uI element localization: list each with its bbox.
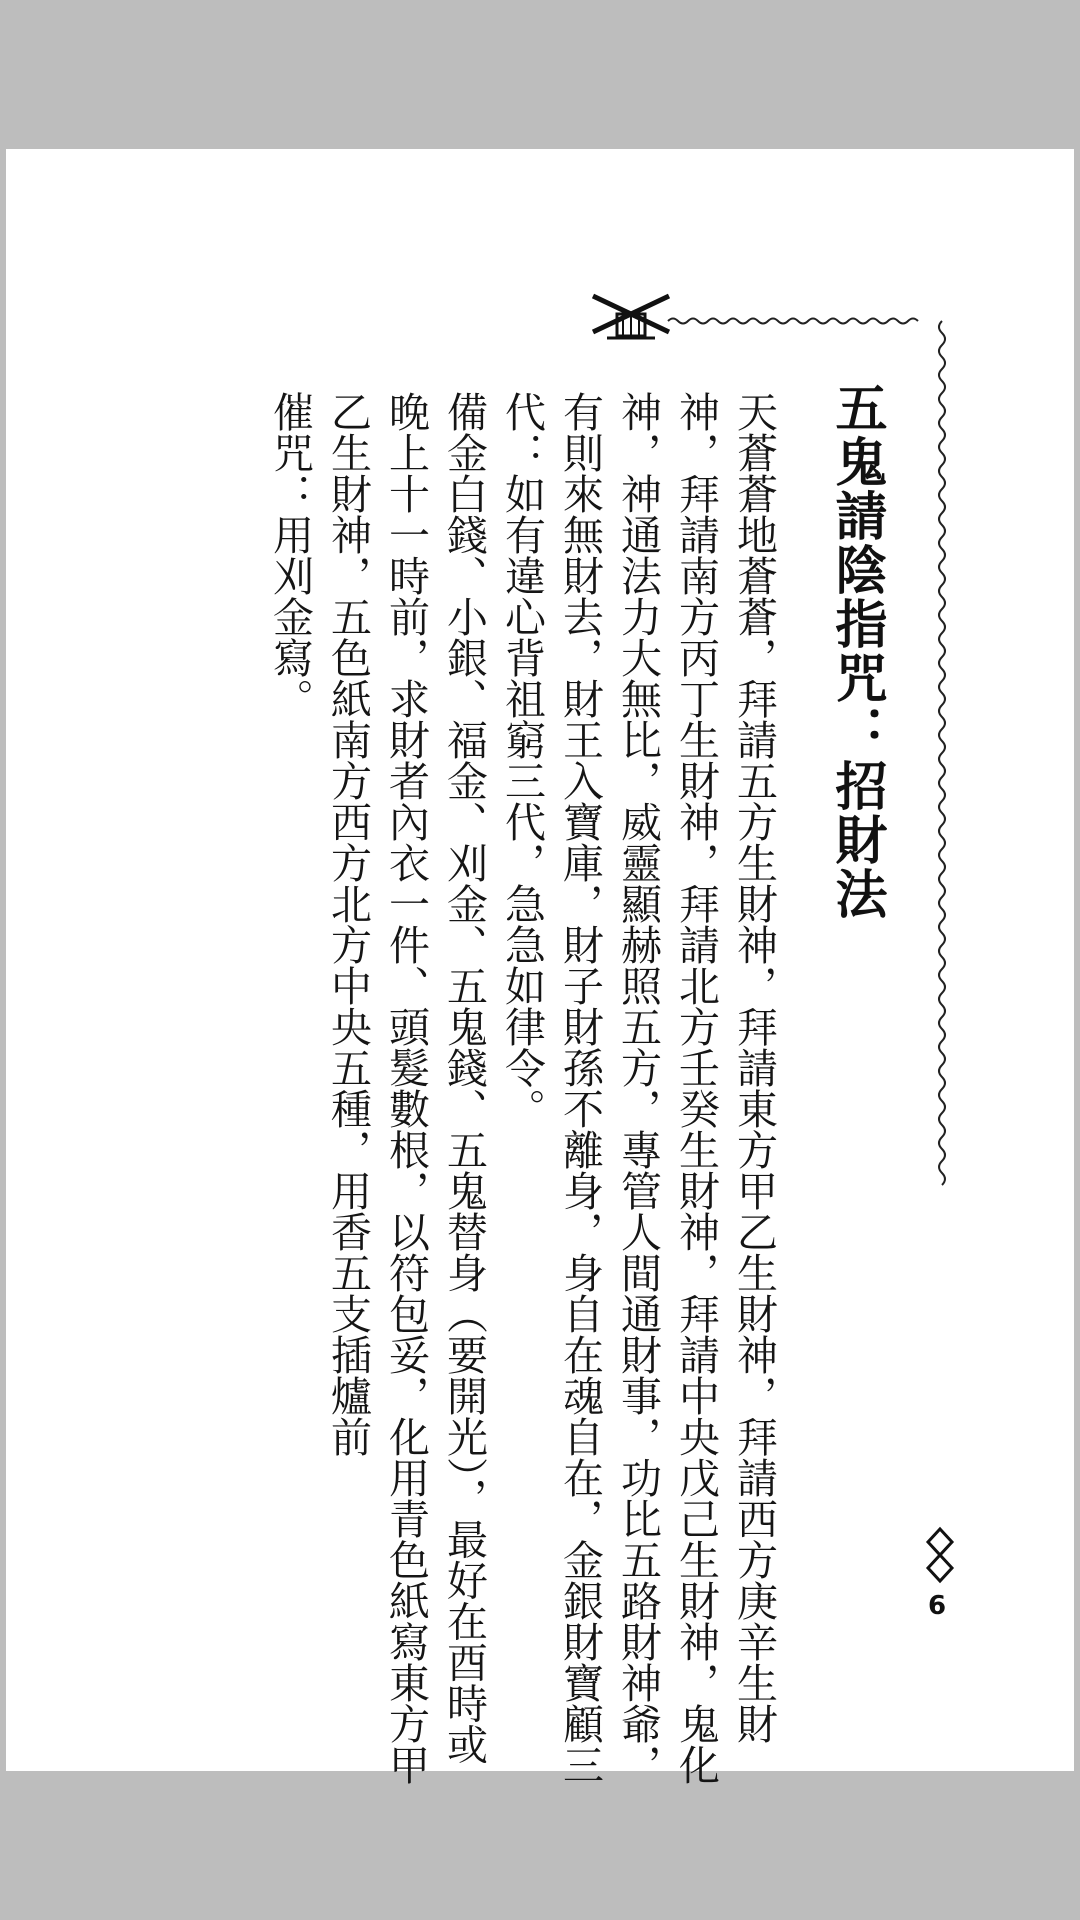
text-column-8: 乙生財神，五色紙南方西方北方中央五種，用香五支插爐前 bbox=[324, 391, 372, 1457]
text-column-2: 神，拜請南方丙丁生財神，拜請北方壬癸生財神，拜請中央戊己生財神，鬼化 bbox=[672, 391, 720, 1785]
text-column-3: 神，神通法力大無比，威靈顯赫照五方，專管人間通財事，功比五路財神爺， bbox=[614, 391, 662, 1785]
page-number: 6 bbox=[928, 1591, 947, 1621]
emblem-icon bbox=[593, 296, 669, 338]
text-column-9: 催咒：用刈金寫。 bbox=[266, 391, 314, 719]
text-column-4: 有則來無財去，財王入寶庫，財子財孫不離身，身自在魂自在，金銀財寶顧三 bbox=[556, 391, 604, 1785]
diamond-ornament-icon bbox=[928, 1529, 952, 1581]
page-title: 五鬼請陰指咒：招財法 bbox=[826, 381, 887, 921]
text-column-7: 晚上十一時前，求財者內衣一件、頭髮數根，以符包妥，化用青色紙寫東方甲 bbox=[382, 391, 430, 1785]
text-column-6: 備金白錢、小銀、福金、刈金、五鬼錢、五鬼替身（要開光），最好在酉時或 bbox=[440, 391, 488, 1765]
text-column-5: 代：如有違心背祖窮三代，急急如律令。 bbox=[498, 391, 546, 1129]
text-column-1: 天蒼蒼地蒼蒼，拜請五方生財神，拜請東方甲乙生財神，拜請西方庚辛生財 bbox=[730, 391, 778, 1744]
book-page bbox=[6, 149, 1074, 1785]
